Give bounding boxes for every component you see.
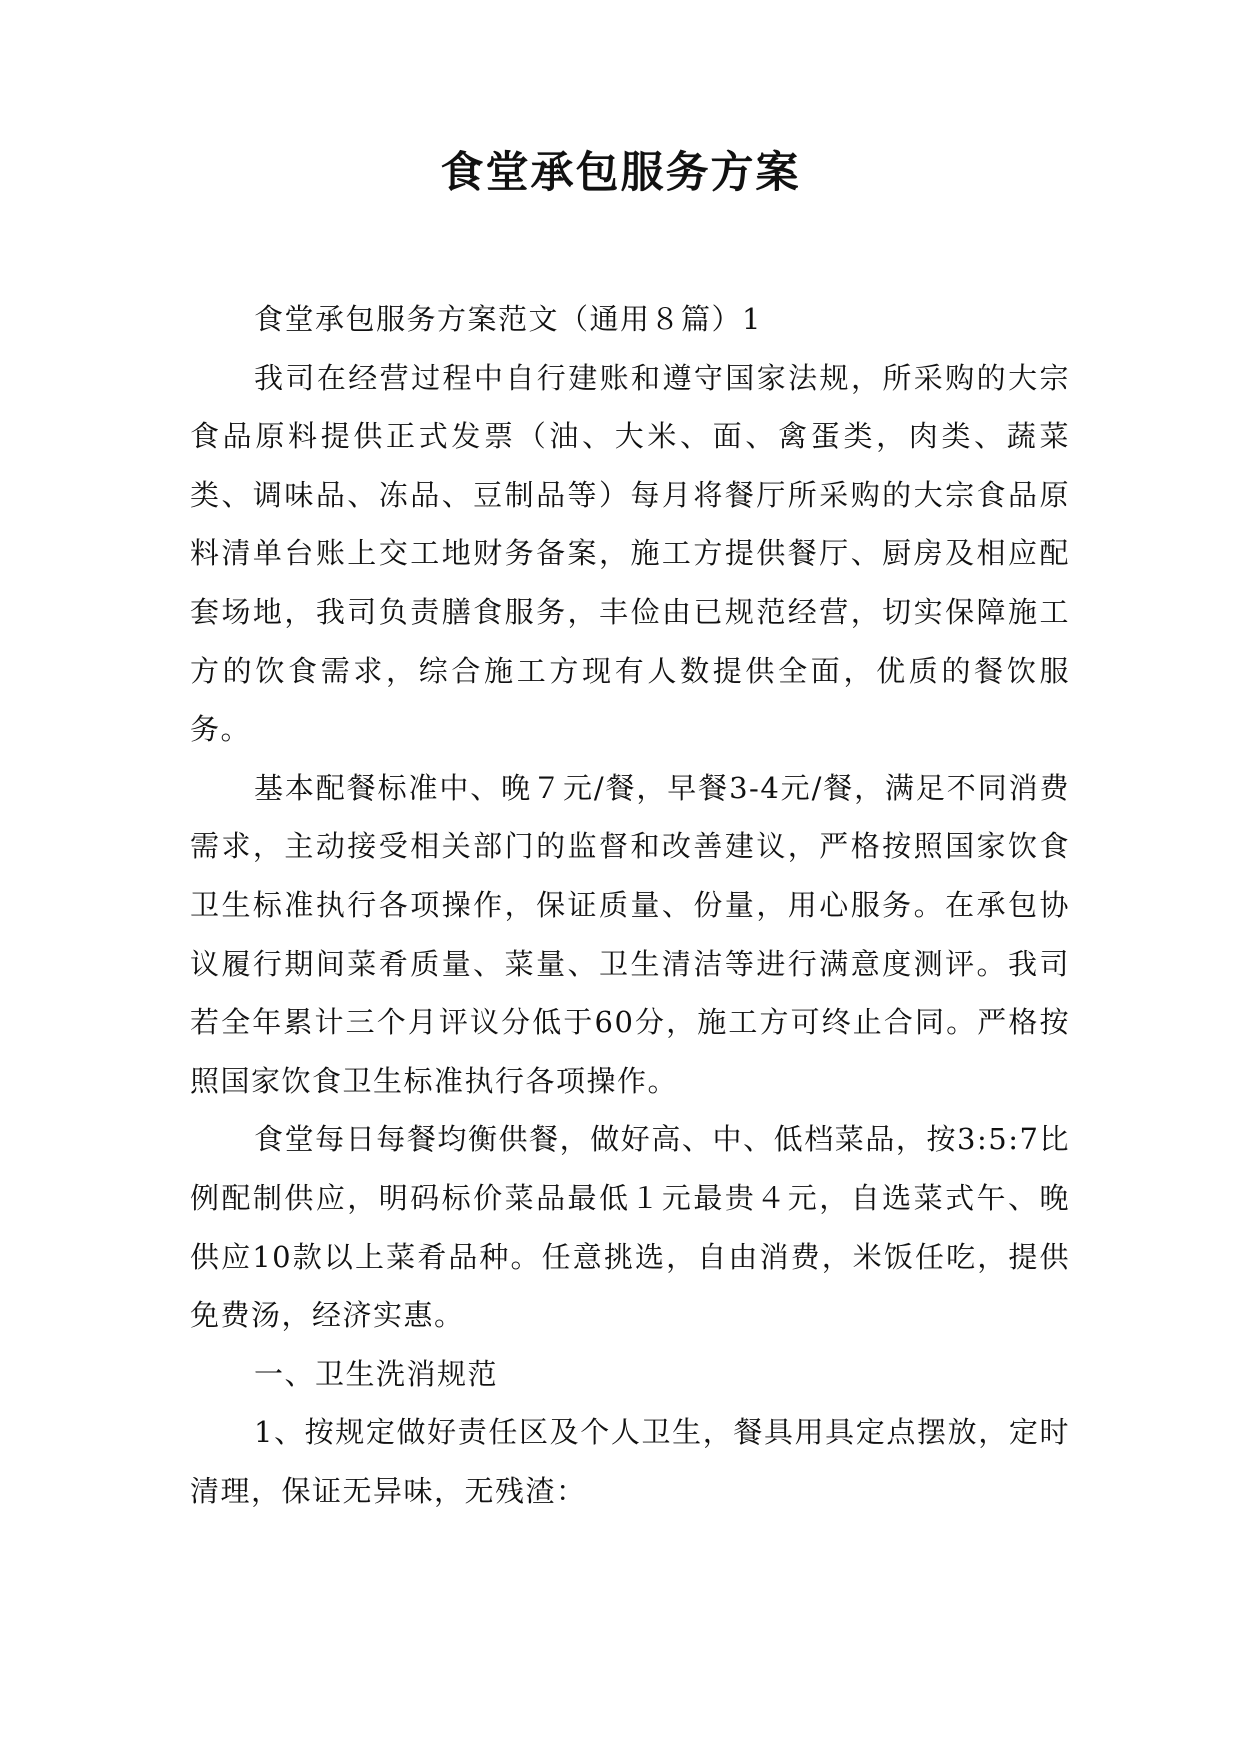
document-paragraph: 基本配餐标准中、晚７元/餐，早餐3-4元/餐，满足不同消费需求，主动接受相关部门的监督和改善建议，严格按照国家饮食卫生标准执行各项操作，保证质量、份量，用心服务。在承包协议履行期间菜肴质量、菜量、卫生清洁等进行满意度测评。我司若全年累计三个月评议分低于60分，施工方可终止合同。严格按照国家饮食卫生标准执行各项操作。: [190, 770, 1070, 1098]
document-title: 食堂承包服务方案: [440, 148, 801, 198]
document-paragraph: 我司在经营过程中自行建账和遵守国家法规，所采购的大宗食品原料提供正式发票（油、大米、面、禽蛋类，肉类、蔬菜类、调味品、冻品、豆制品等）每月将餐厅所采购的大宗食品原料清单台账上交工地财务备案，施工方提供餐厅、厨房及相应配套场地，我司负责膳食服务，丰俭由已规范经营，切实保障施工方的饮食需求，综合施工方现有人数提供全面，优质的餐饮服务。: [190, 360, 1070, 747]
document-body: [190, 290, 1070, 1520]
document-paragraph: 食堂每日每餐均衡供餐，做好高、中、低档菜品，按3:5:7比例配制供应，明码标价菜品最低１元最贵４元，自选菜式午、晚供应10款以上菜肴品种。任意挑选，自由消费，米饭任吃，提供免费汤，经济实惠。: [190, 1122, 1070, 1333]
document-paragraph: 1、按规定做好责任区及个人卫生，餐具用具定点摆放，定时清理，保证无异味，无残渣：: [190, 1415, 1070, 1508]
section-heading: 一、卫生洗消规范: [254, 1356, 499, 1391]
document-paragraph: 食堂承包服务方案范文（通用８篇）1: [254, 302, 762, 336]
